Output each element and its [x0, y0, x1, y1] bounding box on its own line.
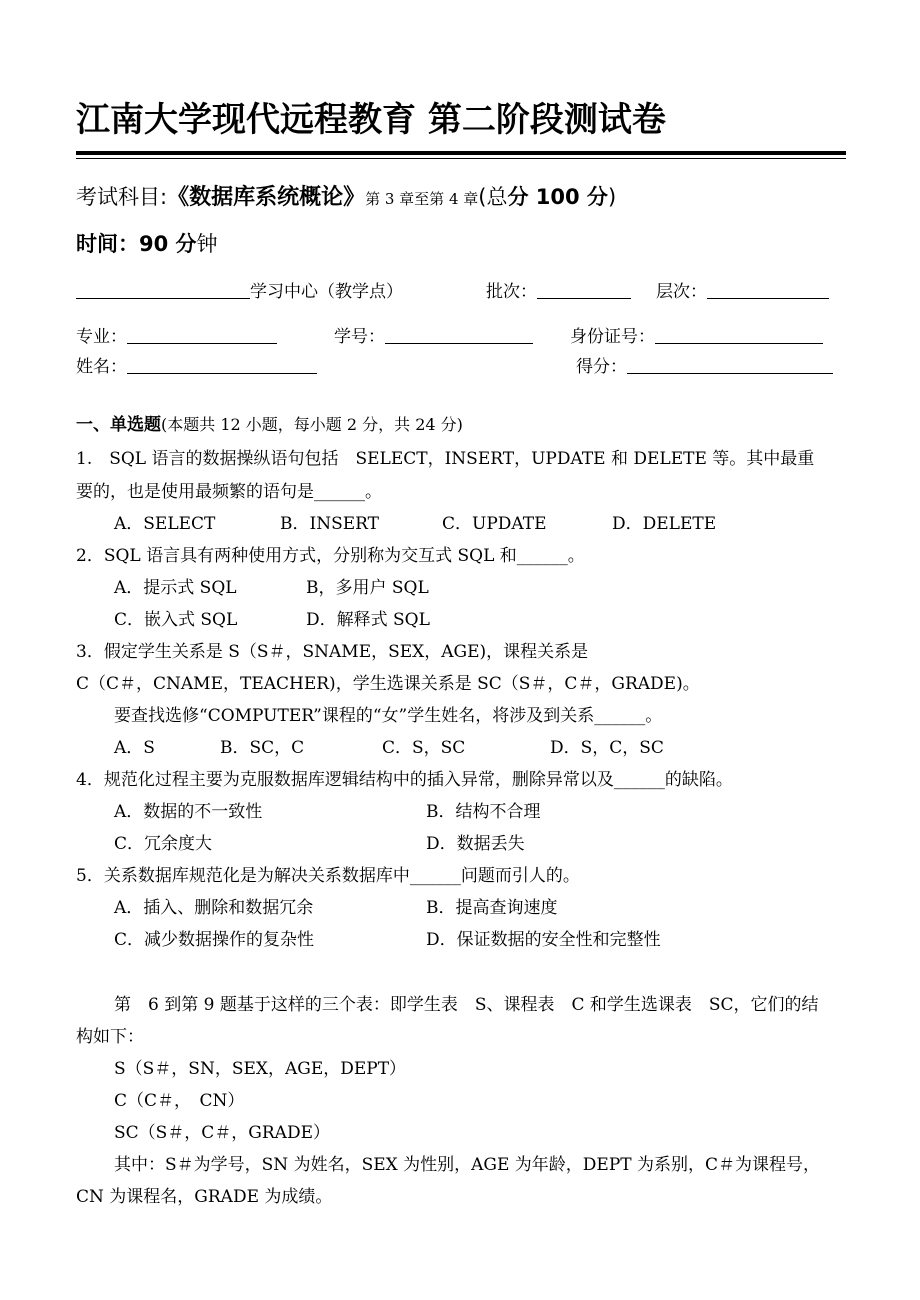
title-rule-thin — [76, 158, 846, 159]
title-rule-thick — [76, 151, 846, 155]
question-5-line-1: 5．关系数据库规范化是为解决关系数据库中______问题而引人的。 — [76, 866, 580, 886]
id-card-blank[interactable] — [655, 327, 823, 344]
schema-s: S（S＃，SN，SEX，AGE，DEPT） — [114, 1059, 407, 1079]
q2-option-b[interactable]: B，多用户 SQL — [306, 578, 429, 598]
time-label: 时间： — [76, 232, 139, 256]
question-3-line-1: 3．假定学生关系是 S（S＃，SNAME，SEX，AGE)，课程关系是 — [76, 642, 589, 662]
study-center-label: 学习中心（教学点） — [250, 282, 403, 302]
page-title: 江南大学现代远程教育 第二阶段测试卷 — [76, 100, 666, 140]
study-center-blank[interactable] — [76, 282, 250, 299]
score-label: 得分： — [576, 357, 627, 377]
name-label: 姓名： — [76, 357, 127, 377]
time-unit: 钟 — [196, 232, 218, 256]
batch-field — [486, 277, 631, 302]
schema-sc: SC（S＃，C＃，GRADE） — [114, 1123, 331, 1143]
q4-option-c[interactable]: C．冗余度大 — [114, 834, 213, 854]
time-line — [76, 228, 218, 258]
batch-label: 批次： — [486, 282, 537, 302]
total-prefix: (总 — [478, 185, 508, 209]
total-score: 分 100 分 — [507, 185, 608, 209]
q1-option-a[interactable]: A．SELECT — [114, 514, 216, 534]
schema-c: C（C＃， CN） — [114, 1091, 245, 1111]
time-value: 90 分 — [139, 232, 197, 256]
q3-option-a[interactable]: A．S — [114, 738, 155, 758]
question-4-line-1: 4．规范化过程主要为克服数据库逻辑结构中的插入异常，删除异常以及______的缺陷。 — [76, 770, 733, 790]
q5-option-d[interactable]: D．保证数据的安全性和完整性 — [426, 930, 661, 950]
q2-option-c[interactable]: C．嵌入式 SQL — [114, 610, 238, 630]
passage-intro-line-2: 构如下： — [76, 1027, 144, 1047]
q2-option-d[interactable]: D．解释式 SQL — [306, 610, 430, 630]
q3-option-b[interactable]: B．SC，C — [220, 738, 305, 758]
q4-option-b[interactable]: B．结构不合理 — [426, 802, 541, 822]
level-label: 层次： — [656, 282, 707, 302]
section-heading — [76, 410, 463, 435]
question-3-line-2: C（C＃，CNAME，TEACHER)，学生选课关系是 SC（S＃，C＃，GRADE)。 — [76, 674, 700, 694]
q5-option-c[interactable]: C．减少数据操作的复杂性 — [114, 930, 315, 950]
question-3-line-3: 要查找选修“COMPUTER”课程的“女”学生姓名，将涉及到关系______。 — [114, 706, 663, 726]
section-title: 一、单选题 — [76, 415, 161, 435]
major-blank[interactable] — [127, 327, 277, 344]
id-card-label: 身份证号： — [570, 327, 655, 347]
q3-option-d[interactable]: D．S，C，SC — [550, 738, 664, 758]
subject-prefix: 考试科目: — [76, 185, 168, 209]
subject-line — [76, 180, 616, 211]
q1-option-d[interactable]: D．DELETE — [612, 514, 717, 534]
name-field — [76, 352, 317, 377]
passage-explain-line-1: 其中：S＃为学号，SN 为姓名，SEX 为性别，AGE 为年龄，DEPT 为系别，C＃为课程号， — [114, 1155, 821, 1175]
score-blank[interactable] — [627, 357, 833, 374]
chapter-range: 第 3 章至第 4 章 — [365, 190, 479, 208]
major-label: 专业： — [76, 327, 127, 347]
question-2-line-1: 2．SQL 语言具有两种使用方式，分别称为交互式 SQL 和______。 — [76, 546, 585, 566]
q5-option-b[interactable]: B．提高查询速度 — [426, 898, 558, 918]
id-card-field — [570, 322, 823, 347]
q1-option-c[interactable]: C．UPDATE — [442, 514, 547, 534]
student-id-field — [334, 322, 533, 347]
q4-option-d[interactable]: D．数据丢失 — [426, 834, 525, 854]
info-row-1 — [76, 277, 403, 302]
question-1-line-1: 1. SQL 语言的数据操纵语句包括 SELECT，INSERT，UPDATE 和 DELETE 等。其中最重 — [76, 449, 815, 469]
total-suffix: ) — [607, 185, 617, 209]
major-field — [76, 322, 277, 347]
q5-option-a[interactable]: A．插入、删除和数据冗余 — [114, 898, 314, 918]
passage-intro-line-1: 第 6 到第 9 题基于这样的三个表：即学生表 S、课程表 C 和学生选课表 SC，它们的结 — [114, 995, 819, 1015]
student-id-label: 学号： — [334, 327, 385, 347]
batch-blank[interactable] — [537, 282, 631, 299]
score-field — [576, 352, 833, 377]
passage-explain-line-2: CN 为课程名，GRADE 为成绩。 — [76, 1187, 333, 1207]
student-id-blank[interactable] — [385, 327, 533, 344]
q4-option-a[interactable]: A．数据的不一致性 — [114, 802, 263, 822]
q2-option-a[interactable]: A．提示式 SQL — [114, 578, 237, 598]
section-note: (本题共 12 小题，每小题 2 分，共 24 分) — [161, 415, 463, 434]
q1-option-b[interactable]: B．INSERT — [280, 514, 379, 534]
q3-option-c[interactable]: C．S，SC — [382, 738, 466, 758]
level-field — [656, 277, 829, 302]
question-1-line-2: 要的，也是使用最频繁的语句是______。 — [76, 482, 382, 502]
level-blank[interactable] — [707, 282, 829, 299]
name-blank[interactable] — [127, 357, 317, 374]
course-name: 《数据库系统概论》 — [167, 185, 366, 210]
